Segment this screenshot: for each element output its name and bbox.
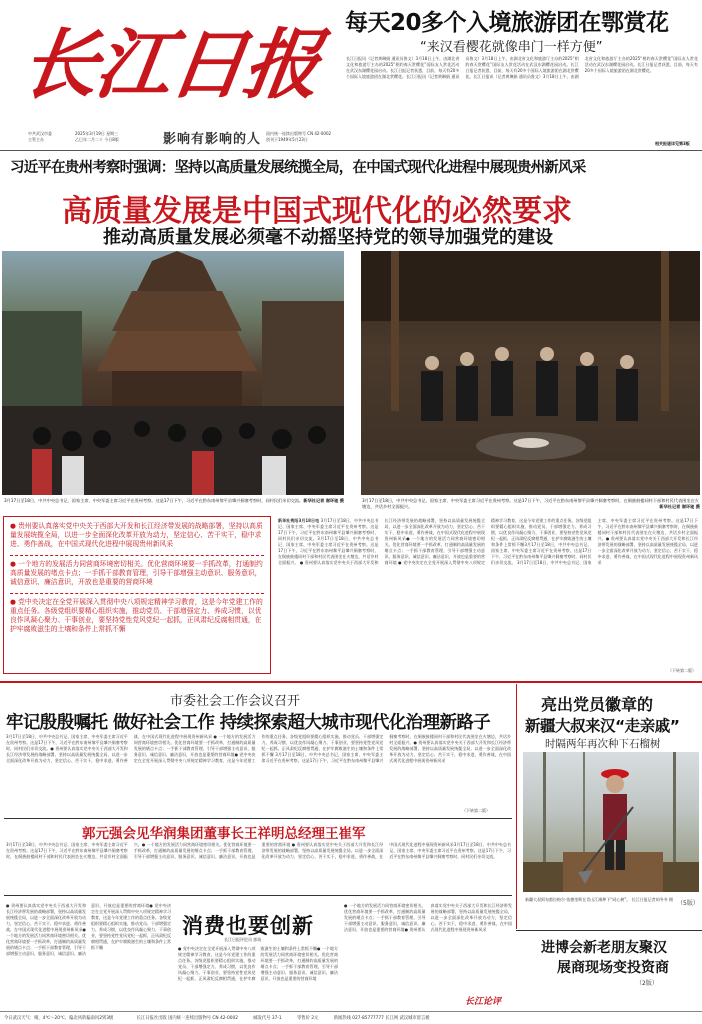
lead-photo-right	[361, 251, 700, 495]
lead-photo-left	[2, 251, 344, 495]
tree-planting-illustration	[523, 752, 699, 892]
editorial-body-right: ● 一个地方的发展活力同营商环境密切相关。优化营商环境要一手抓改革，打通制约高质量发展的堵点卡点；一手抓干部教育管理，引导干部增强主动意识、服务意识，诚信意识、廉洁意识，开放也是重要的营商环境● 贵州要认真落实党中央关于西部大开发和长江经济带发展的战略部署，坚持以高质量发展统揽全局，以进一步全面深化改革开放为动力，坚定信心、苦干实干，稳中求进、勇作善战，在中国式现代化进程中展现贵州新风采	[344, 903, 512, 932]
editorial-body-mid: ● 党中央决定在全党开展深入贯彻中央八项规定精神学习教育，这是今年党建工作的重点任务。各级党组织要精心组织实施，推动党员、干部增强定力、养成习惯，以优良作风凝心聚力、干事创业，要坚持党性党风党纪一起抓，正风肃纪反腐相贯通，在护牢腐败滋生的土壤和条件上常抓不懈● 一个地方的发展活力同营商环境密切相关。优化营商环境要一手抓改革，打通制约高质量发展的堵点卡点；一手抓干部教育管理，引导干部增强主动意识、服务意识，诚信意识、廉洁意识，开放也是重要的营商环境	[178, 946, 338, 981]
footer	[4, 1014, 700, 1023]
footer-web: 新闻热线 027-85777777 长江网 武汉城市留言板	[333, 1016, 430, 1021]
lead-bullets	[3, 516, 271, 674]
bullet-3: ● 党中央决定在全党开展深入贯彻中央八项规定精神学习教育，这是今年党建工作的重点任务。各级党组织要精心组织实施，推动党员、干部增强定力、养成习惯，以优良作风凝心聚力、干事创业，要坚持党性党风党纪一起抓，正风肃纪反腐相贯通，在护牢腐败滋生的土壤和条件上常抓不懈	[10, 598, 263, 633]
bottom-right-title2[interactable]: 展商现场变投资商	[557, 960, 669, 976]
editorial-stamp: 长江论评	[465, 997, 502, 1007]
guo-meeting-body: 3月17日至18日，中共中央总书记、国家主席、中央军委主席习近平在贵州考察。这是17日下午，习近平在黔东南州黎平县肇兴侗寨考察时，在侗族鼓楼同村干部和村民代表围坐在火塘边，共话乡村全面振兴。● 一个地方的发展活力同营商环境密切相关。优化营商环境要一手抓改革，打通制约高质量发展的堵点卡点；一手抓干部教育管理，引导干部增强主动意识、服务意识，诚信意识、廉洁意识，开放也是重要的营商环境 ● 贵州要认真落实党中央关于西部大开发和长江经济带发展的战略部署，坚持以高质量发展统揽全局，以进一步全面深化改革开放为动力，坚定信心、苦干实干，稳中求进、勇作善战，在中国式现代化进程中展现贵州新风采3月17日至18日，中共中央总书记、国家主席、中央军委主席习近平在贵州考察。这是17日下午，习近平在黔东南州黎平县肇兴侗寨考察时，同村民们亲切交流。	[6, 842, 511, 859]
side-story-title1[interactable]: 亮出党员徽章的	[541, 695, 654, 714]
fire-pit-meeting-illustration	[361, 251, 700, 495]
side-story-title2[interactable]: 新疆大叔来汉“走亲戚”	[525, 717, 680, 735]
lead-headline[interactable]: 高质量发展是中国式现代化的必然要求	[62, 194, 572, 229]
side-story-page[interactable]: （5版）	[677, 900, 699, 907]
drum-tower-illustration	[2, 251, 344, 495]
editorial-byline: 长江日报评论员 郭筑	[224, 937, 262, 942]
footer-price: 零售价 2元	[297, 1016, 319, 1021]
lead-subhead: 推动高质量发展必须毫不动摇坚持党的领导加强党的建设	[103, 227, 553, 248]
lead-caption-right: 3月17日至18日，中共中央总书记、国家主席、中央军委主席习近平在贵州考察。这是17日下午，习近平在黔东南州黎平县肇兴侗寨考察时，在侗族鼓楼同村干部和村民代表围坐在火塘边，共话乡村全面振兴。 新华社记者 谢环驰 摄	[362, 498, 700, 509]
lead-kicker: 习近平在贵州考察时强调：坚持以高质量发展统揽全局，在中国式现代化进程中展现贵州新风采	[10, 160, 586, 176]
footer-weather: 今日武汉天气：晴，4℃～20℃，偏北风转偏南风2到3级	[4, 1016, 114, 1021]
bullet-2: ● 一个地方的发展活力同营商环境密切相关。优化营商环境要一手抓改革，打通制约高质量发展的堵点卡点；一手抓干部教育管理，引导干部增强主动意识、服务意识，诚信意识、廉洁意识，开放也是重要的营商环境	[10, 560, 263, 586]
masthead-info-left: 中共武汉市委 主管主办	[28, 131, 52, 142]
top-news-title[interactable]: 每天20多个入境旅游团在鄂赏花	[345, 10, 669, 36]
masthead-pubinfo: 国内统一连续出版物号 CN 42-0002 创刊于1949年5月23日	[266, 131, 332, 142]
bottom-right-page[interactable]: （2版）	[636, 980, 658, 987]
guo-meeting-headline[interactable]: 郭元强会见华润集团董事长王祥明总经理王崔军	[82, 826, 366, 842]
city-meeting-body: 3月17日至18日，中共中央总书记、国家主席、中央军委主席习近平在贵州考察。这是17日下午，习近平在黔东南州黎平县肇兴侗寨考察时，同村民们亲切交流。● 贵州要认真落实党中央关于西部大开发和长江经济带发展的战略部署，坚持以高质量发展统揽全局，以进一步全面深化改革开放为动力，坚定信心、苦干实干，稳中求进、勇作善战，在中国式现代化进程中展现贵州新风采 ● 一个地方的发展活力同营商环境密切相关。优化营商环境要一手抓改革，打通制约高质量发展的堵点卡点；一手抓干部教育管理，引导干部增强主动意识、服务意识，诚信意识、廉洁意识，开放也是重要的营商环境● 党中央决定在全党开展深入贯彻中央八项规定精神学习教育，这是今年党建工作的重点任务。各级党组织要精心组织实施，推动党员、干部增强定力、养成习惯，以优良作风凝心聚力、干事创业，要坚持党性党风党纪一起抓，正风肃纪反腐相贯通，在护牢腐败滋生的土壤和条件上常抓不懈 3月17日至18日，中共中央总书记、国家主席、中央军委主席习近平在贵州考察。这是17日下午，习近平在黔东南州黎平县肇兴侗寨考察时，在侗族鼓楼同村干部和村民代表围坐在火塘边，共话乡村全面振兴。● 贵州要认真落实党中央关于西部大开发和长江经济带发展的战略部署，坚持以高质量发展统揽全局，以进一步全面深化改革开放为动力，坚定信心、苦干实干，稳中求进、勇作善战，在中国式现代化进程中展现贵州新风采	[6, 734, 511, 763]
top-news-subtitle: “来汉看樱花就像串门一样方便”	[420, 40, 603, 55]
bullet-1: ● 贵州要认真落实党中央关于西部大开发和长江经济带发展的战略部署，坚持以高质量发展统揽全局，以进一步全面深化改革开放为动力，坚定信心、苦干实干，稳中求进、勇作善战，在中国式现代化进程中展现贵州新风采	[10, 522, 263, 548]
masthead-slogan: 影响有影响的人	[163, 132, 262, 147]
lead-body: 新华社贵阳3月18日电 3月17日至18日，中共中央总书记、国家主席、中央军委主席习近平在贵州考察。这是17日下午，习近平在黔东南州黎平县肇兴侗寨考察时，同村民们亲切交流。3月17日至18日，中共中央总书记、国家主席、中央军委主席习近平在贵州考察。这是17日下午，习近平在黔东南州黎平县肇兴侗寨考察时，在侗族鼓楼同村干部和村民代表围坐在火塘边，共话乡村全面振兴。 ● 贵州要认真落实党中央关于西部大开发和长江经济带发展的战略部署，坚持以高质量发展统揽全局，以进一步全面深化改革开放为动力，坚定信心、苦干实干，稳中求进、勇作善战，在中国式现代化进程中展现贵州新风采● 一个地方的发展活力同营商环境密切相关。优化营商环境要一手抓改革，打通制约高质量发展的堵点卡点；一手抓干部教育管理，引导干部增强主动意识、服务意识，诚信意识、廉洁意识，开放也是重要的营商环境 ● 党中央决定在全党开展深入贯彻中央八项规定精神学习教育，这是今年党建工作的重点任务。各级党组织要精心组织实施，推动党员、干部增强定力、养成习惯，以优良作风凝心聚力、干事创业，要坚持党性党风党纪一起抓，正风肃纪反腐相贯通，在护牢腐败滋生的土壤和条件上常抓不懈3月17日至18日，中共中央总书记、国家主席、中央军委主席习近平在贵州考察。这是17日下午，习近平在黔东南州黎平县肇兴侗寨考察时，同村民们亲切交流。 3月17日至18日，中共中央总书记、国家主席、中央军委主席习近平在贵州考察。这是17日下午，习近平在黔东南州黎平县肇兴侗寨考察时，在侗族鼓楼同村干部和村民代表围坐在火塘边，共话乡村全面振兴。● 贵州要认真落实党中央关于西部大开发和长江经济带发展的战略部署，坚持以高质量发展统揽全局，以进一步全面深化改革开放为动力，坚定信心、苦干实干，稳中求进、勇作善战，在中国式现代化进程中展现贵州新风采	[278, 518, 698, 565]
lead-continued[interactable]: （下转第二版）	[668, 668, 696, 673]
masthead-logo: 长江日报	[15, 20, 325, 109]
editorial-body-left: ● 贵州要认真落实党中央关于西部大开发和长江经济带发展的战略部署，坚持以高质量发展统揽全局，以进一步全面深化改革开放为动力，坚定信心、苦干实干，稳中求进、勇作善战，在中国式现代化进程中展现贵州新风采● 一个地方的发展活力同营商环境密切相关。优化营商环境要一手抓改革，打通制约高质量发展的堵点卡点；一手抓干部教育管理，引导干部增强主动意识、服务意识，诚信意识、廉洁意识，开放也是重要的营商环境● 党中央决定在全党开展深入贯彻中央八项规定精神学习教育，这是今年党建工作的重点任务。各级党组织要精心组织实施，推动党员、干部增强定力、养成习惯，以优良作风凝心聚力、干事创业，要坚持党性党风党纪一起抓，正风肃纪反腐相贯通，在护牢腐败滋生的土壤和条件上常抓不懈	[6, 903, 171, 956]
side-story	[516, 684, 700, 929]
bottom-right-title1[interactable]: 进博会新老朋友聚汉	[541, 940, 667, 956]
city-meeting-continued[interactable]: （下转第二版）	[462, 808, 490, 813]
footer-phone: 邮发代号 37-1	[253, 1016, 282, 1021]
side-story-caption: 新疆大叔阿布都拉帕尔·依德里斯在青山江滩种下“同心树”。 长江日报记者胡冬冬 摄	[525, 897, 673, 902]
city-meeting-kicker: 市委社会工作会议召开	[170, 694, 301, 709]
masthead-date: 2025年3月19日 星期三 乙巳年二月二十 今日8版	[75, 131, 119, 142]
city-meeting-headline[interactable]: 牢记殷殷嘱托 做好社会工作 持续探索超大城市现代化治理新路子	[6, 713, 491, 733]
footer-address: 长江日报社出版 国内统一连续出版物号 CN 42-0002	[136, 1016, 238, 1021]
side-story-subtitle: 时隔两年再次种下石榴树	[545, 738, 661, 750]
top-news-jump[interactable]: 相关报道详见第3版	[655, 141, 690, 146]
side-story-photo	[523, 752, 699, 892]
top-news-lead: 长江日报讯（记者黄琳娟 通讯员鲁文）3月18日上午，由湖北省文化和旅游厅主办的2025“相约春天赏樱花”国际友人赏花活动在武汉东湖樱花园启动。长江日报记者获悉，目前，每天有20多个国际入境旅游团在湖北赏樱花。长江日报讯（记者黄琳娟 通讯员鲁文）3月18日上午，由湖北省文化和旅游厅主办的2025“相约春天赏樱花”国际友人赏花活动在武汉东湖樱花园启动。长江日报记者获悉，目前，每天有20多个国际入境旅游团在湖北赏樱花。长江日报讯（记者黄琳娟 通讯员鲁文）3月18日上午，由湖北省文化和旅游厅主办的2025“相约春天赏樱花”国际友人赏花活动在武汉东湖樱花园启动。长江日报记者获悉，目前，每天有20多个国际入境旅游团在湖北赏樱花。	[346, 56, 698, 79]
editorial-headline[interactable]: 消费也要创新	[182, 914, 314, 938]
lead-caption-left: 3月17日至18日，中共中央总书记、国家主席、中央军委主席习近平在贵州考察。这是17日下午，习近平在黔东南州黎平县肇兴侗寨考察时，同村民们亲切交流。 新华社记者 谢环驰 摄	[4, 498, 344, 503]
